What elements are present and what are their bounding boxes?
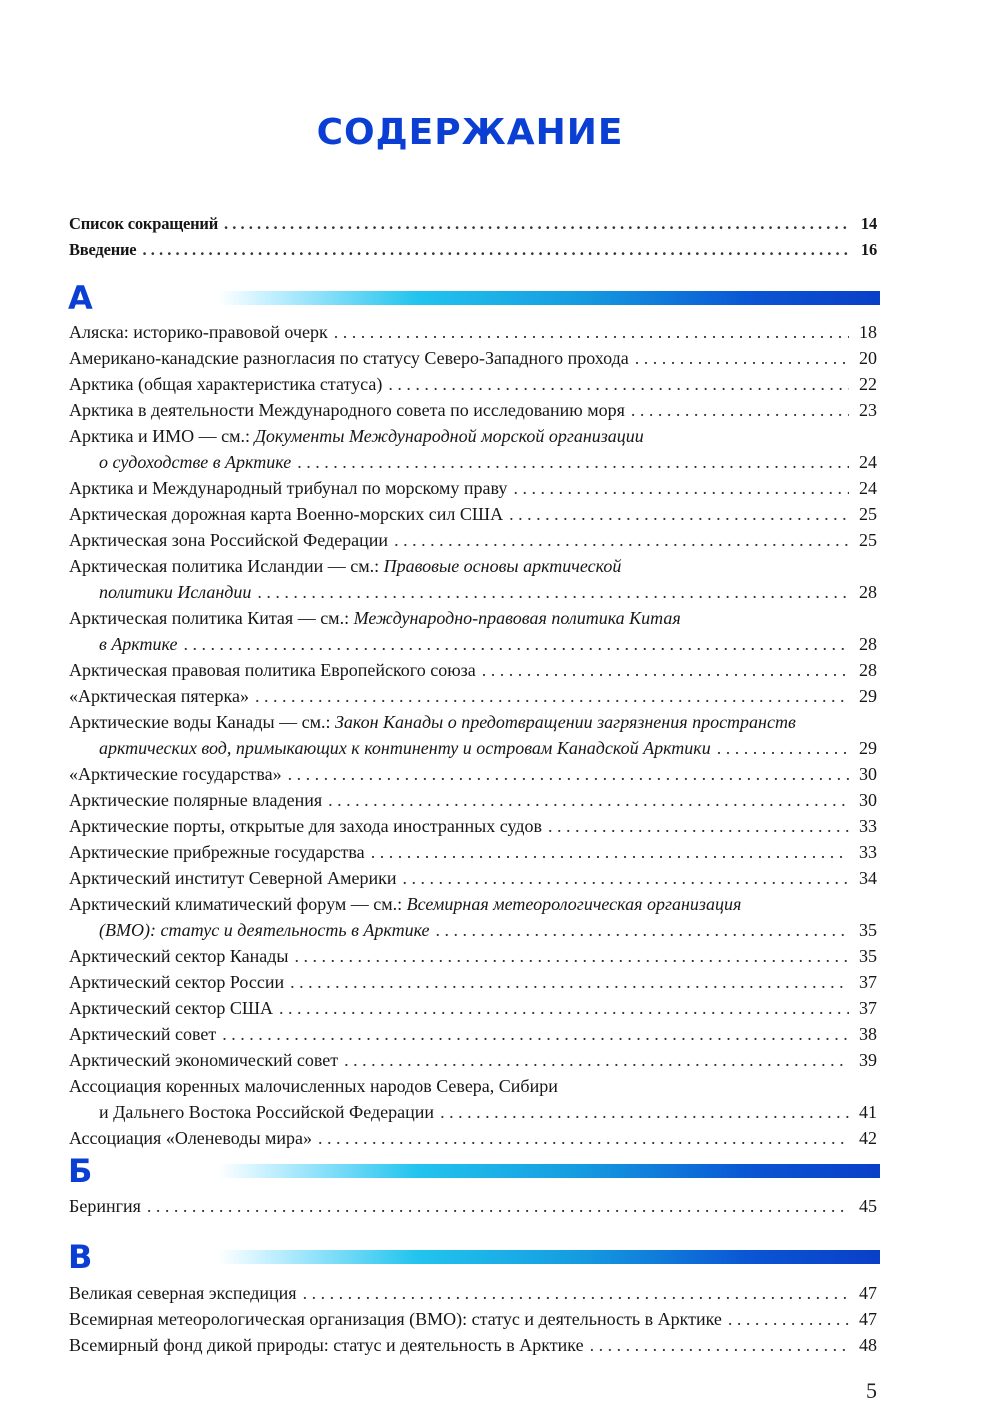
dot-leader [183, 631, 849, 657]
dot-leader [394, 527, 849, 553]
toc-entry-continuation[interactable] [69, 735, 877, 761]
toc-entry[interactable] [69, 1280, 877, 1306]
toc-entry[interactable] [69, 211, 877, 237]
toc-entry-label: Арктический сектор Канады [69, 946, 289, 966]
toc-page-number: 39 [859, 1050, 877, 1070]
dot-leader [440, 1099, 849, 1125]
toc-entry[interactable] [69, 345, 877, 371]
toc-entry[interactable] [69, 839, 877, 865]
dot-leader [288, 761, 849, 787]
dot-leader [224, 211, 849, 237]
toc-page-number: 14 [860, 214, 877, 233]
toc-page-number: 42 [859, 1128, 877, 1148]
toc-page-number: 25 [859, 504, 877, 524]
toc-entry-first-line[interactable] [69, 553, 877, 579]
toc-entry-label: Арктический сектор США [69, 998, 273, 1018]
toc-page-number: 41 [859, 1102, 877, 1122]
dot-leader [147, 1193, 849, 1219]
toc-entry-label: Ассоциация «Оленеводы мира» [69, 1128, 313, 1148]
dot-leader [222, 1021, 849, 1047]
dot-leader [328, 787, 849, 813]
toc-page-number: 25 [859, 530, 877, 550]
toc-page-number: 29 [859, 686, 877, 706]
dot-leader [279, 995, 849, 1021]
toc-entry-label: Арктика в деятельности Международного совета по исследованию моря [69, 400, 625, 420]
toc-page-number: 16 [860, 240, 877, 259]
section-header-b [68, 1153, 880, 1189]
toc-entry-label: Арктический совет [69, 1024, 217, 1044]
toc-entry[interactable] [69, 475, 877, 501]
toc-entry-label: Берингия [69, 1196, 141, 1216]
section-letter: А [68, 279, 93, 317]
toc-entry-label: Введение [69, 240, 137, 259]
toc-entry-first-line[interactable] [69, 605, 877, 631]
toc-entry[interactable] [69, 657, 877, 683]
section-letter: В [68, 1238, 93, 1276]
dot-leader [717, 735, 849, 761]
toc-entry-label: Американо-канадские разногласия по статусу Северо-Западного прохода [69, 348, 629, 368]
toc-entry-label: Арктика и Международный трибунал по морскому праву [69, 478, 508, 498]
toc-entry[interactable] [69, 995, 877, 1021]
toc-page-number: 24 [859, 478, 877, 498]
section-divider-bar [218, 1250, 880, 1264]
toc-entry[interactable] [69, 787, 877, 813]
dot-leader [294, 943, 849, 969]
toc-entry[interactable] [69, 1332, 877, 1358]
toc-entry[interactable] [69, 865, 877, 891]
toc-entry-label: Арктический климатический форум — см.: [69, 894, 407, 914]
toc-page-number: 28 [859, 660, 877, 680]
toc-cross-reference: Закон Канады о предотвращении загрязнения пространств [334, 712, 796, 732]
dot-leader [297, 449, 849, 475]
toc-page-number: 33 [859, 816, 877, 836]
toc-page-number: 22 [859, 374, 877, 394]
dot-leader [290, 969, 849, 995]
dot-leader [631, 397, 849, 423]
toc-entry-label: Арктическая правовая политика Европейского союза [69, 660, 476, 680]
dot-leader [255, 683, 849, 709]
toc-page-number: 48 [859, 1335, 877, 1355]
page-title: СОДЕРЖАНИЕ [316, 112, 624, 153]
dot-leader [371, 839, 849, 865]
toc-entry-label: Арктические полярные владения [69, 790, 323, 810]
toc-cross-reference: Правовые основы арктической [383, 556, 622, 576]
section-divider-bar [218, 1164, 880, 1178]
toc-entry-label: Арктические порты, открытые для захода иностранных судов [69, 816, 543, 836]
toc-entry-label: Арктические воды Канады — см.: [69, 712, 335, 732]
dot-leader [334, 319, 849, 345]
toc-cross-reference: Всемирная метеорологическая организация [406, 894, 742, 914]
toc-page-number: 24 [859, 452, 877, 472]
dot-leader [482, 657, 849, 683]
dot-leader [344, 1047, 849, 1073]
toc-entry-first-line[interactable] [69, 1073, 877, 1099]
toc-entry[interactable] [69, 1193, 877, 1219]
page-number: 5 [866, 1378, 877, 1403]
toc-entry-label: Арктическая политика Исландии — см.: [69, 556, 384, 576]
toc-entry[interactable] [69, 969, 877, 995]
dot-leader [142, 237, 849, 263]
toc-page-number: 45 [859, 1196, 877, 1216]
toc-cross-reference: Документы Международной морской организации [254, 426, 644, 446]
toc-entry-label: Арктический сектор России [69, 972, 285, 992]
dot-leader [728, 1306, 849, 1332]
toc-page-number: 47 [859, 1283, 877, 1303]
toc-page-number: 23 [859, 400, 877, 420]
toc-entry-label: Аляска: историко-правовой очерк [69, 322, 328, 342]
toc-page-number: 35 [859, 946, 877, 966]
toc-entry-label: «Арктические государства» [69, 764, 282, 784]
toc-entry[interactable] [69, 813, 877, 839]
dot-leader [635, 345, 849, 371]
toc-page-number: 30 [859, 790, 877, 810]
toc-entry-label: «Арктическая пятерка» [69, 686, 249, 706]
section-header-v [68, 1239, 880, 1275]
toc-entry-label: Арктика и ИМО — см.: [69, 426, 255, 446]
section-v-list [69, 1280, 877, 1358]
toc-cross-reference-cont: политики Исландии [99, 582, 252, 602]
dot-leader [257, 579, 849, 605]
dot-leader [303, 1280, 849, 1306]
toc-entry-label: Всемирный фонд дикой природы: статус и деятельность в Арктике [69, 1335, 584, 1355]
toc-entry[interactable] [69, 1021, 877, 1047]
toc-entry[interactable] [69, 501, 877, 527]
toc-entry-continuation[interactable] [69, 579, 877, 605]
toc-page-number: 35 [859, 920, 877, 940]
toc-entry-label: Арктическая дорожная карта Военно-морских сил США [69, 504, 504, 524]
toc-entry[interactable] [69, 1125, 877, 1151]
toc-page-number: 33 [859, 842, 877, 862]
toc-entry[interactable] [69, 1047, 877, 1073]
toc-entry-label: Арктический экономический совет [69, 1050, 339, 1070]
dot-leader [548, 813, 849, 839]
toc-entry-label: Арктическая зона Российской Федерации [69, 530, 389, 550]
dot-leader [513, 475, 849, 501]
toc-entry-continuation[interactable] [69, 631, 877, 657]
section-a-list [69, 319, 877, 1151]
dot-leader [590, 1332, 849, 1358]
dot-leader [509, 501, 849, 527]
toc-entry-label-cont: и Дальнего Востока Российской Федерации [99, 1102, 435, 1122]
toc-entry-first-line[interactable] [69, 891, 877, 917]
dot-leader [436, 917, 849, 943]
toc-page-number: 28 [859, 582, 877, 602]
toc-entry[interactable] [69, 683, 877, 709]
toc-entry-label: Всемирная метеорологическая организация (ВМО): статус и деятельность в Арктике [69, 1309, 722, 1329]
toc-entry[interactable] [69, 371, 877, 397]
toc-entry-continuation[interactable] [69, 449, 877, 475]
toc-page-number: 29 [859, 738, 877, 758]
toc-entry[interactable] [69, 237, 877, 263]
toc-entry-first-line[interactable] [69, 709, 877, 735]
toc-page-number: 18 [859, 322, 877, 342]
toc-page-number: 37 [859, 998, 877, 1018]
toc-entry[interactable] [69, 527, 877, 553]
section-b-list [69, 1193, 877, 1219]
toc-cross-reference-cont: арктических вод, примыкающих к континенту и островам Канадской Арктики [99, 738, 711, 758]
front-matter-list [69, 211, 877, 263]
toc-entry-label: Арктика (общая характеристика статуса) [69, 374, 383, 394]
toc-entry-continuation[interactable] [69, 1099, 877, 1125]
toc-entry-label: Список сокращений [69, 214, 219, 233]
toc-cross-reference-cont: (ВМО): статус и деятельность в Арктике [99, 920, 430, 940]
section-divider-bar [218, 291, 880, 305]
toc-entry[interactable] [69, 397, 877, 423]
toc-entry[interactable] [69, 943, 877, 969]
toc-entry[interactable] [69, 761, 877, 787]
toc-page-number: 30 [859, 764, 877, 784]
section-letter: Б [68, 1152, 93, 1190]
toc-entry-label: Арктический институт Северной Америки [69, 868, 397, 888]
toc-page-number: 37 [859, 972, 877, 992]
section-header-a [68, 280, 880, 316]
toc-page-number: 20 [859, 348, 877, 368]
dot-leader [403, 865, 850, 891]
toc-entry-label: Арктическая политика Китая — см.: [69, 608, 354, 628]
toc-entry[interactable] [69, 319, 877, 345]
toc-entry-label: Ассоциация коренных малочисленных народов Севера, Сибири [69, 1076, 558, 1096]
toc-page-number: 47 [859, 1309, 877, 1329]
dot-leader [388, 371, 849, 397]
toc-entry-label: Арктические прибрежные государства [69, 842, 365, 862]
toc-cross-reference-cont: в Арктике [99, 634, 178, 654]
toc-page-number: 28 [859, 634, 877, 654]
dot-leader [318, 1125, 849, 1151]
toc-entry[interactable] [69, 1306, 877, 1332]
toc-cross-reference-cont: о судоходстве в Арктике [99, 452, 292, 472]
toc-entry-label: Великая северная экспедиция [69, 1283, 297, 1303]
toc-cross-reference: Международно-правовая политика Китая [353, 608, 681, 628]
toc-entry-first-line[interactable] [69, 423, 877, 449]
toc-page-number: 34 [859, 868, 877, 888]
toc-entry-continuation[interactable] [69, 917, 877, 943]
toc-page-number: 38 [859, 1024, 877, 1044]
